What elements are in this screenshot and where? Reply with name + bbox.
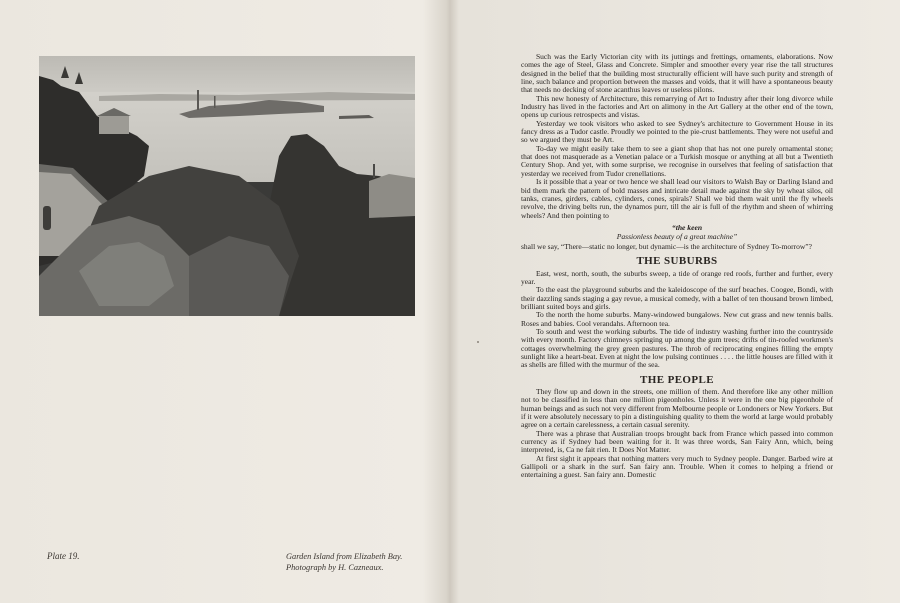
body-text: [521, 53, 833, 480]
page-mark: [477, 341, 479, 343]
section-heading-suburbs: THE SUBURBS: [636, 255, 718, 268]
paragraph: At first sight it appears that nothing matters very much to Sydney people. Danger. Barbed wire at Gallipoli or a shark in the surf. San fairy ann. Trouble. When it comes to helping a friend or entertaining a guest. San fairy ann. Domestic: [521, 453, 833, 480]
paragraph: To-day we might easily take them to see a giant shop that has not one purely ornamental stone; that does not masquerade as a Venetian palace or a Turkish mosque or anything at all but a Twentieth Century Shop. And yet, with some surprise, we recognise in ourselves that feeling of satisfaction that yesterday we received from Tudor crenellations.: [521, 143, 833, 178]
paragraph: East, west, north, south, the suburbs sweep, a tide of orange red roofs, further and further, every year.: [521, 268, 833, 286]
paragraph: To the east the playground suburbs and the kaleidoscope of the surf beaches. Coogee, Bondi, with their dazzling sands staging a gay revue, a musical comedy, with a ballet of ten thousand brown limbed, brilliant suited boys and girls.: [521, 285, 833, 311]
plate-number: Plate 19.: [47, 551, 80, 561]
verse-quote: [521, 223, 833, 241]
paragraph: They flow up and down in the streets, one million of them. And therefore like any other million not to be classified in less than one million pigeonholes. Unless it were in the one big pigeonhole of human beings and as such not very different from Melbourne people or Londoners or New Yorkers. But if it were absolutely necessary to pin a distinguishing quality to them the world at large would probably agree on a certain carelessness, a certain casual serenity.: [521, 387, 833, 430]
left-page: [0, 0, 448, 603]
paragraph: shall we say, “There—static no longer, but dynamic—is the architecture of Sydney To-morrow”?: [521, 241, 812, 251]
harbour-photograph: [39, 56, 415, 316]
paragraph: To the north the home suburbs. Many-windowed bungalows. New cut grass and new tennis balls. Roses and babies. Cool verandahs. Afternoon tea.: [521, 310, 833, 328]
section-heading-people: THE PEOPLE: [640, 373, 714, 386]
caption-title: Garden Island from Elizabeth Bay.: [286, 552, 403, 561]
paragraph: To south and west the working suburbs. The tide of industry washing further into the countryside with every month. Factory chimneys springing up among the gum trees; drifts of tin-roofed workmen's cottages overwhelming the grey green pastures. The throb of reciprocating engines filling the empty sunlight like a heart-beat. Even at night the low pulsing continues . . . . the little houses are filled with it as shells are filled with the murmur of the sea.: [521, 326, 833, 370]
quote-line: “the keen: [671, 222, 703, 232]
photo-caption: [286, 551, 402, 573]
quote-line: Passionless beauty of a great machine”: [616, 231, 738, 241]
paragraph: There was a phrase that Australian troops brought back from France which passed into common currency as if Sydney had been waiting for it. It was three words, San Fairy Ann, which, being interpreted, is, Ca ne fait rien. It Does Not Matter.: [521, 428, 833, 455]
paragraph: Yesterday we took visitors who asked to see Sydney's architecture to Government House in its fancy dress as a Tudor castle. Proudly we pointed to the pie-crust battlements. They were not useful and so we argued they must be Art.: [521, 118, 833, 145]
caption-credit: Photograph by H. Cazneaux.: [286, 563, 384, 572]
paragraph: Is it possible that a year or two hence we shall lead our visitors to Walsh Bay or Darling Island and bid them mark the pattern of bold masses and intricate detail made against the sky by wheat silos, oil tanks, cranes, girders, cables, cylinders, cones, spirals? Shall we bid them wait until the fly wheels revolve, the driving belts run, the dynamos purr, till the air is full of the rhythm and sheen of whirring wheels? And then pointing to: [521, 177, 833, 220]
paragraph: Such was the Early Victorian city with its juttings and frettings, ornaments, elaborations. Now comes the age of Steel, Glass and Concrete. Simpler and smoother every year rise the tall structures designed in the belief that the building most structurally efficient will have such purity and strength of line, such balance and proportion between the masses and voids, that it will have a spontaneous beauty that needs no decking of stone acanthus leaves or useless pilons.: [521, 52, 833, 95]
paragraph: This new honesty of Architecture, this remarrying of Art to Industry after their long divorce while Industry has lived in the factories and Art on alimony in the Art Gallery at the other end of the town, opens up curious retrospects and vistas.: [521, 93, 833, 120]
